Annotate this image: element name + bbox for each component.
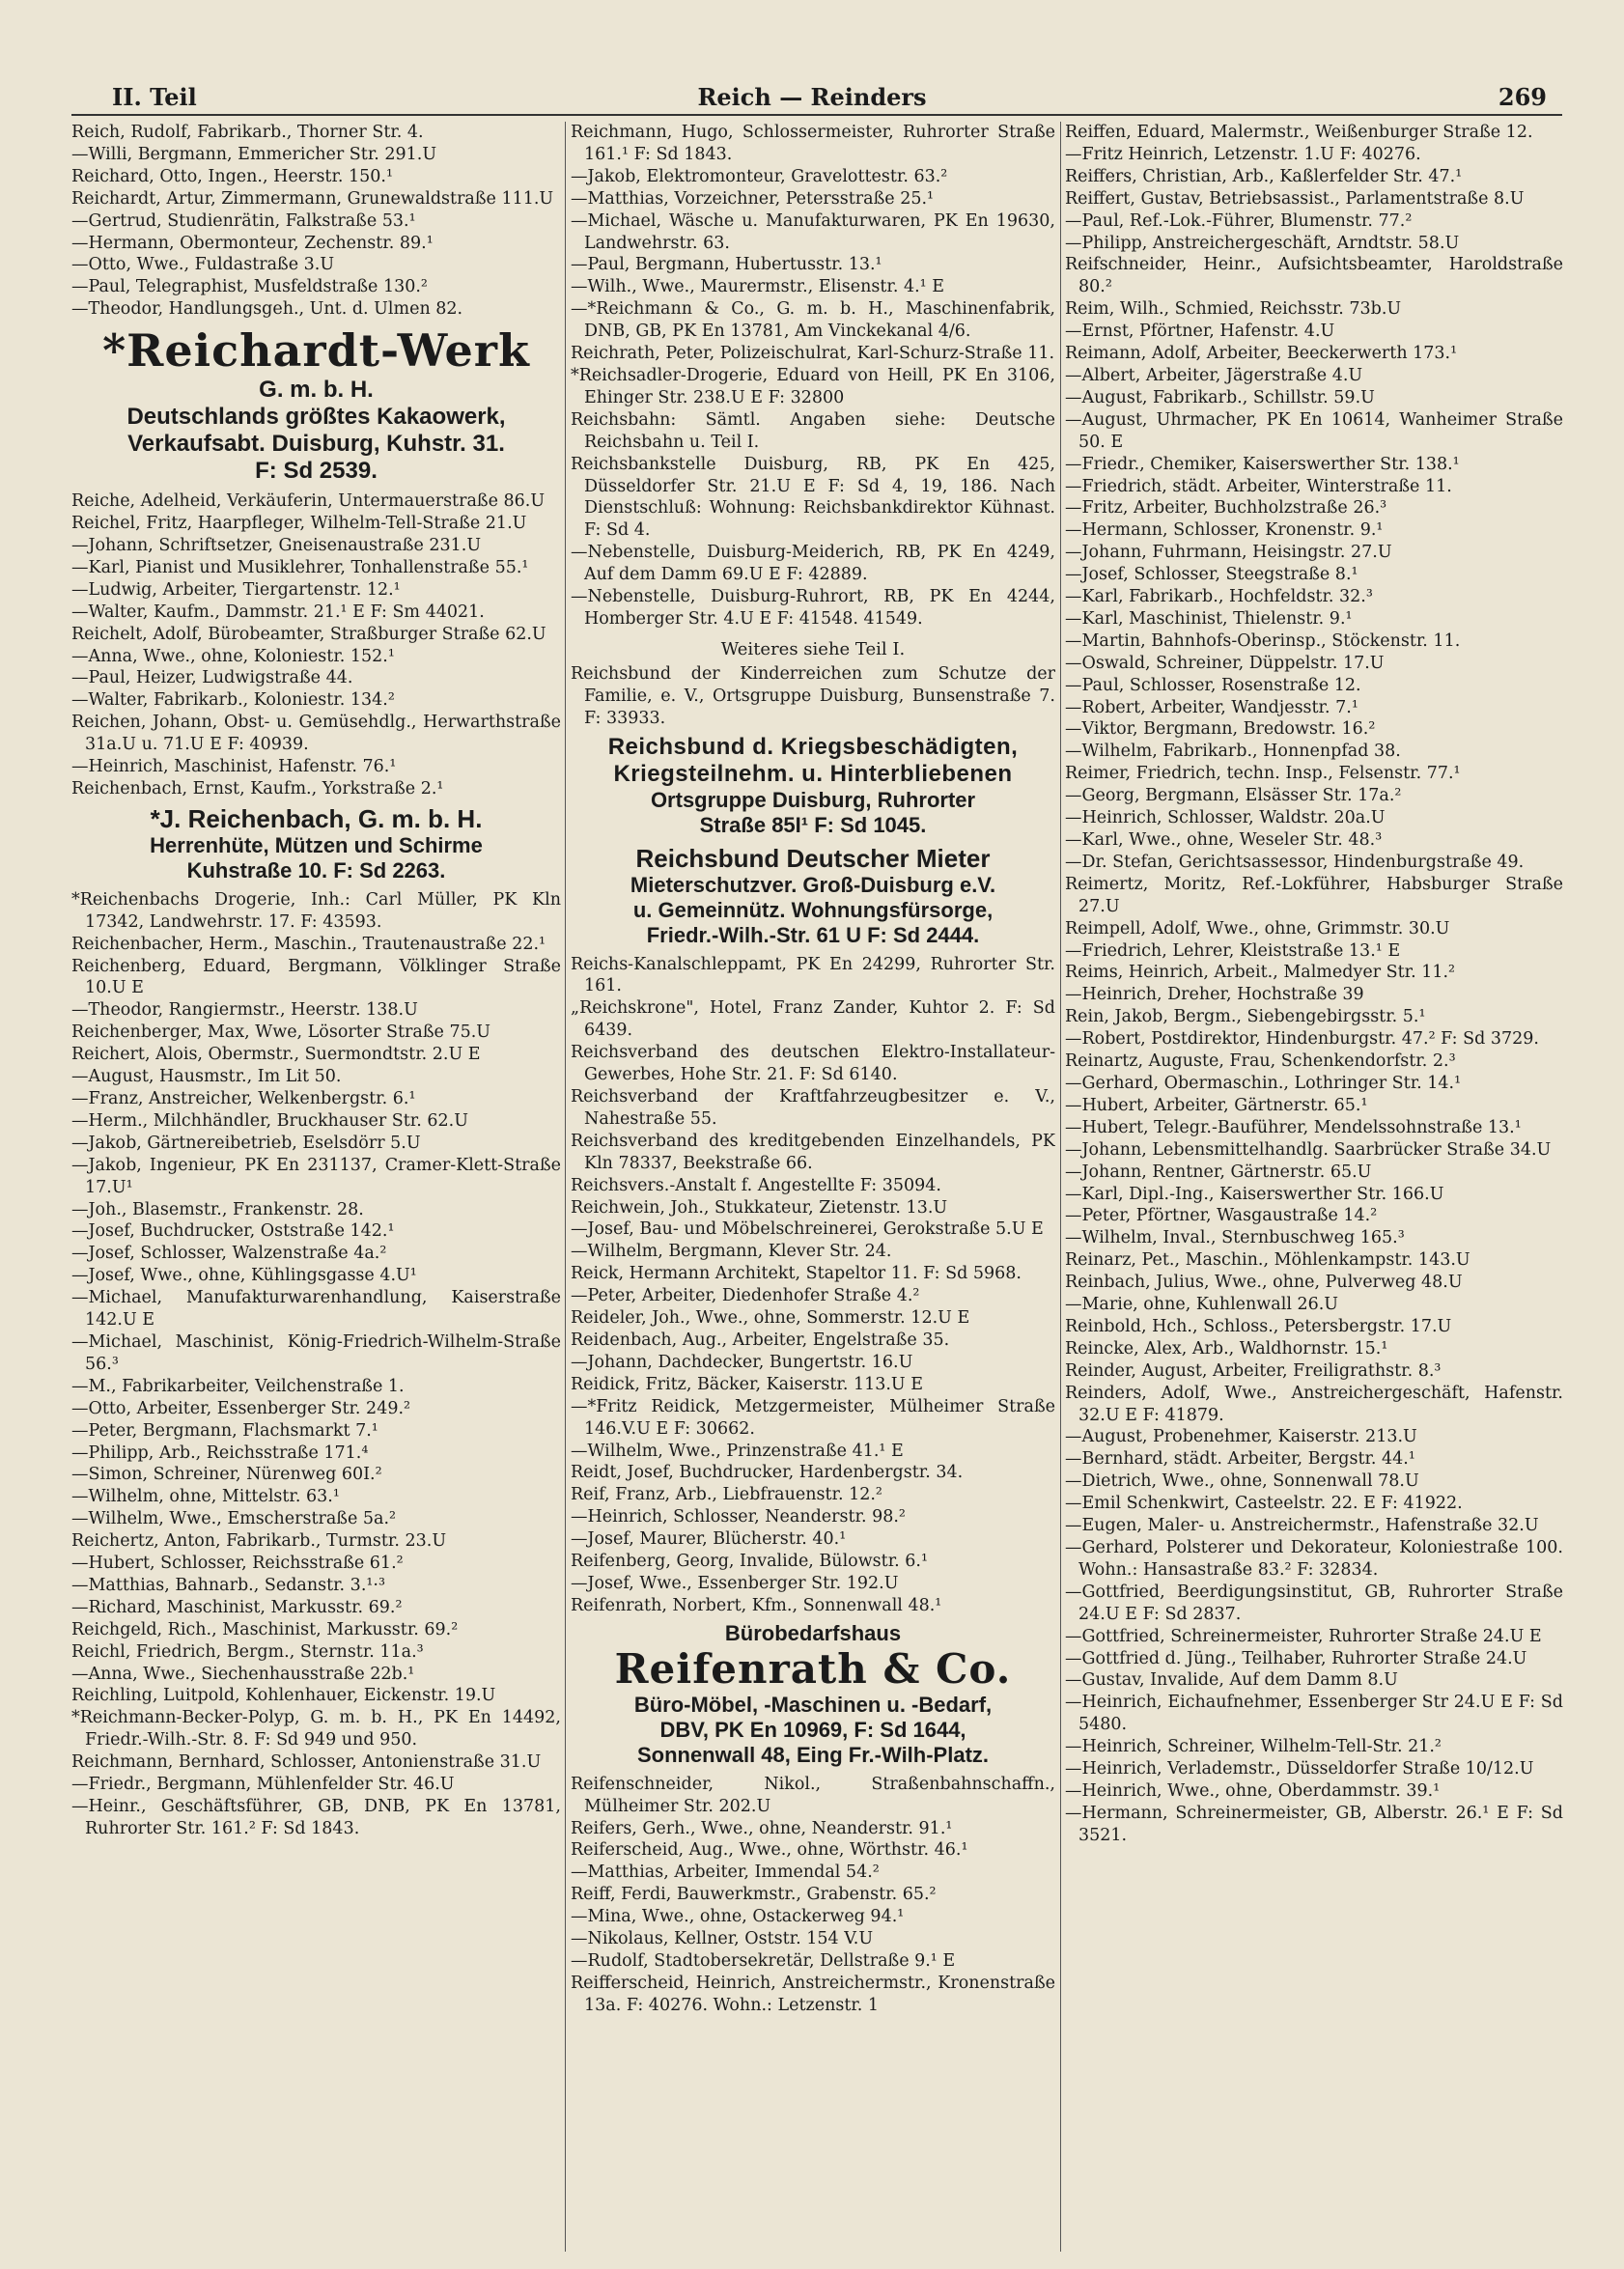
directory-entry: —Ludwig, Arbeiter, Tiergartenstr. 12.¹ <box>71 579 401 600</box>
column-2 <box>571 122 1055 2017</box>
directory-entry: Reidick, Fritz, Bäcker, Kaiserstr. 113.U E <box>571 1374 924 1394</box>
page-section-label: II. Teil <box>112 83 197 111</box>
directory-entry: Reichertz, Anton, Fabrikarb., Turmstr. 23.U <box>71 1531 447 1552</box>
column-3 <box>1065 122 1563 1847</box>
directory-entry: Reims, Heinrich, Arbeit., Malmedyer Str. 11.² <box>1065 963 1456 983</box>
directory-entry: —Otto, Wwe., Fuldastraße 3.U <box>71 255 335 275</box>
directory-entry: —Robert, Postdirektor, Hindenburgstr. 47.² F: Sd 3729. <box>1065 1029 1539 1050</box>
directory-entry: Reinartz, Auguste, Frau, Schenkendorfstr. 2.³ <box>1065 1051 1456 1072</box>
ad-title: Reichsbund d. Kriegsbeschädigten, <box>607 733 1019 760</box>
directory-entry: —Theodor, Rangiermstr., Heerstr. 138.U <box>71 1000 418 1021</box>
directory-entry: —August, Uhrmacher, PK En 10614, Wanheimer Straße 50. E <box>1065 409 1563 452</box>
ad-line: DBV, PK En 10969, F: Sd 1644, <box>659 1717 966 1742</box>
directory-entry: —Hermann, Obermonteur, Zechenstr. 89.¹ <box>71 233 434 253</box>
ad-line: Mieterschutzver. Groß-Duisburg e.V. <box>630 872 996 897</box>
directory-entry: —Gerhard, Obermaschin., Lothringer Str. 14.¹ <box>1065 1073 1462 1093</box>
directory-entry: —Paul, Bergmann, Hubertusstr. 13.¹ <box>571 255 882 275</box>
directory-entry: Reifenrath, Norbert, Kfm., Sonnenwall 48.¹ <box>571 1595 942 1615</box>
directory-entry: —Theodor, Handlungsgeh., Unt. d. Ulmen 82. <box>71 299 463 320</box>
ad-line: Friedr.-Wilh.-Str. 61 U F: Sd 2444. <box>646 922 980 947</box>
directory-entry: —Gertrud, Studienrätin, Falkstraße 53.¹ <box>71 210 416 231</box>
directory-entry: —Otto, Arbeiter, Essenberger Str. 249.² <box>71 1398 411 1418</box>
directory-entry: Reichard, Otto, Ingen., Heerstr. 150.¹ <box>71 166 394 186</box>
directory-entry: —Peter, Arbeiter, Diedenhofer Straße 4.² <box>571 1286 920 1306</box>
ad-title: *Reichardt-Werk <box>102 324 530 378</box>
directory-entry: —Ernst, Pförtner, Hafenstr. 4.U <box>1065 322 1335 342</box>
directory-entry: Reichsbankstelle Duisburg, RB, PK En 425, Düsseldorfer Str. 21.U E F: Sd 4, 19, 186. Nach Dienstschluß: Wohnung: Reichsbankdirektor Kühnast. F: Sd 4. <box>571 454 1055 541</box>
directory-entry: —Jakob, Elektromonteur, Gravelottestr. 63.² <box>571 166 948 186</box>
ad-line: Ortsgruppe Duisburg, Ruhrorter <box>650 787 976 812</box>
directory-entry: —Friedrich, städt. Arbeiter, Winterstraße 11. <box>1065 476 1452 496</box>
directory-entry: —Johann, Dachdecker, Bungertstr. 16.U <box>571 1352 913 1372</box>
directory-entry: —Martin, Bahnhofs-Oberinsp., Stöckenstr. 11. <box>1065 630 1461 651</box>
directory-entry: Reinbold, Hch., Schloss., Petersbergstr. 17.U <box>1065 1316 1452 1336</box>
directory-entry: —Richard, Maschinist, Markusstr. 69.² <box>71 1597 403 1617</box>
directory-entry: —August, Fabrikarb., Schillstr. 59.U <box>1065 387 1375 407</box>
ad-title: Reichsbund Deutscher Mieter <box>635 843 991 873</box>
directory-entry: —Paul, Heizer, Ludwigstraße 44. <box>71 668 353 688</box>
directory-entry: Reidt, Josef, Buchdrucker, Hardenbergstr. 34. <box>571 1463 964 1483</box>
directory-entry: Reichelt, Adolf, Bürobeamter, Straßburger Straße 62.U <box>71 624 546 644</box>
directory-entry: Reichel, Fritz, Haarpfleger, Wilhelm-Tell-Straße 21.U <box>71 514 527 534</box>
directory-entry: —Johann, Fuhrmann, Heisingstr. 27.U <box>1065 543 1392 563</box>
directory-entry: —Karl, Fabrikarb., Hochfeldstr. 32.³ <box>1065 587 1373 607</box>
directory-entry: —Emil Schenkwirt, Casteelstr. 22. E F: 41922. <box>1065 1494 1463 1514</box>
column-1 <box>71 122 561 1840</box>
directory-entry: —Michael, Maschinist, König-Friedrich-Wilhelm-Straße 56.³ <box>71 1331 561 1374</box>
directory-entry: —Fritz Heinrich, Letzenstr. 1.U F: 40276. <box>1065 144 1421 164</box>
directory-entry: —Karl, Pianist und Musiklehrer, Tonhallenstraße 55.¹ <box>71 557 529 577</box>
directory-entry: —Gerhard, Polsterer und Dekorateur, Koloniestraße 100. Wohn.: Hansastraße 83.² F: 32834. <box>1065 1538 1563 1580</box>
directory-entry: Reichenberg, Eduard, Bergmann, Völklinger Straße 10.U E <box>71 956 561 998</box>
directory-entry: —Willi, Bergmann, Emmericher Str. 291.U <box>71 144 437 164</box>
directory-entry: Reiche, Adelheid, Verkäuferin, Untermauerstraße 86.U <box>71 491 546 512</box>
directory-entry: —Josef, Schlosser, Steegstraße 8.¹ <box>1065 565 1358 585</box>
directory-entry: *Reichsadler-Drogerie, Eduard von Heill, PK En 3106, Ehinger Str. 238.U E F: 32800 <box>571 365 1055 407</box>
ad-line: Bürobedarfshaus <box>724 1620 902 1645</box>
ad-line: Kuhstraße 10. F: Sd 2263. <box>186 857 446 882</box>
directory-entry: —Karl, Wwe., ohne, Weseler Str. 48.³ <box>1065 830 1383 850</box>
directory-entry: —Philipp, Arb., Reichsstraße 171.⁴ <box>71 1443 369 1463</box>
directory-entry: —Paul, Telegraphist, Musfeldstraße 130.² <box>71 277 428 297</box>
directory-entry: —M., Fabrikarbeiter, Veilchenstraße 1. <box>71 1376 405 1396</box>
directory-entry: —Heinrich, Schlosser, Neanderstr. 98.² <box>571 1507 906 1527</box>
directory-entry: —Heinrich, Wwe., ohne, Oberdammstr. 39.¹ <box>1065 1780 1441 1801</box>
directory-entry: —Dietrich, Wwe., ohne, Sonnenwall 78.U <box>1065 1471 1419 1492</box>
ad-title: Reifenrath & Co. <box>614 1644 1012 1693</box>
directory-entry: —Fritz, Arbeiter, Buchholzstraße 26.³ <box>1065 498 1387 518</box>
running-title: Reich — Reinders <box>697 83 927 111</box>
directory-entry: —Jakob, Gärtnereibetrieb, Eselsdörr 5.U <box>71 1133 421 1153</box>
directory-entry: —Hubert, Schlosser, Reichsstraße 61.² <box>71 1554 404 1574</box>
directory-entry: —Wilh., Wwe., Maurermstr., Elisenstr. 4.¹ E <box>571 277 944 297</box>
ad-reichsbund-kriegsbeschaedigte <box>571 734 1055 838</box>
ad-title: Kriegsteilnehm. u. Hinterbliebenen <box>613 760 1013 787</box>
directory-entry: Reichl, Friedrich, Bergm., Sternstr. 11a.³ <box>71 1641 424 1662</box>
directory-entry: —*Fritz Reidick, Metzgermeister, Mülheimer Straße 146.V.U E F: 30662. <box>571 1396 1055 1439</box>
directory-entry: Reidenbach, Aug., Arbeiter, Engelstraße 35. <box>571 1330 950 1350</box>
ad-line: Büro-Möbel, -Maschinen u. -Bedarf, <box>633 1692 993 1717</box>
directory-entry: —*Reichmann & Co., G. m. b. H., Maschinenfabrik, DNB, GB, PK En 13781, Am Vinckekanal 4/6. <box>571 299 1055 342</box>
directory-entry: Reinarz, Pet., Maschin., Möhlenkampstr. 143.U <box>1065 1250 1470 1271</box>
directory-entry: —Anna, Wwe., Siechenhausstraße 22b.¹ <box>71 1664 415 1684</box>
directory-entry: —Heinrich, Schlosser, Waldstr. 20a.U <box>1065 808 1386 828</box>
directory-entry: Reiffen, Eduard, Malermstr., Weißenburger Straße 12. <box>1065 123 1533 142</box>
directory-entry: —Wilhelm, Wwe., Prinzenstraße 41.¹ E <box>571 1441 904 1461</box>
directory-entry: —Philipp, Anstreichergeschäft, Arndtstr. 58.U <box>1065 233 1460 253</box>
directory-entry: Reichsbahn: Sämtl. Angaben siehe: Deutsche Reichsbahn u. Teil I. <box>571 409 1055 452</box>
directory-entry: —Herm., Milchhändler, Bruckhauser Str. 62.U <box>71 1110 468 1131</box>
directory-entry: Reichsvers.-Anstalt f. Angestellte F: 35094. <box>571 1175 941 1195</box>
directory-entry: —Franz, Anstreicher, Welkenbergstr. 6.¹ <box>71 1089 416 1108</box>
directory-entry: Reifers, Gerh., Wwe., ohne, Neanderstr. 91.¹ <box>571 1818 953 1838</box>
ad-line: Deutschlands größtes Kakaowerk, <box>126 404 506 431</box>
directory-entry: Reiffert, Gustav, Betriebsassist., Parlamentstraße 8.U <box>1065 188 1525 209</box>
directory-entry: —Josef, Wwe., Essenberger Str. 192.U <box>571 1573 899 1593</box>
directory-entry: —August, Hausmstr., Im Lit 50. <box>71 1067 342 1087</box>
directory-entry: —Anna, Wwe., ohne, Koloniestr. 152.¹ <box>71 646 395 666</box>
directory-entry: —Gottfried d. Jüng., Teilhaber, Ruhrorter Straße 24.U <box>1065 1648 1527 1668</box>
directory-entry: —Heinrich, Schreiner, Wilhelm-Tell-Str. 21.² <box>1065 1737 1442 1757</box>
directory-entry: —Nikolaus, Kellner, Oststr. 154 V.U <box>571 1929 874 1949</box>
directory-entry: Reif, Franz, Arb., Liebfrauenstr. 12.² <box>571 1485 882 1505</box>
directory-entry: —Michael, Wäsche u. Manufakturwaren, PK En 19630, Landwehrstr. 63. <box>571 210 1055 253</box>
directory-entry: —Gottfried, Beerdigungsinstitut, GB, Ruhrorter Straße 24.U E F: Sd 2837. <box>1065 1582 1563 1624</box>
directory-entry: —Walter, Kaufm., Dammstr. 21.¹ E F: Sm 44021. <box>71 602 485 622</box>
directory-entry: —Nebenstelle, Duisburg-Ruhrort, RB, PK En 4244, Homberger Str. 4.U E F: 41548. 41549. <box>571 587 1055 629</box>
ad-line: Sonnenwall 48, Eing Fr.-Wilh-Platz. <box>636 1742 990 1767</box>
directory-entry: Reichgeld, Rich., Maschinist, Markusstr. 69.² <box>71 1619 459 1639</box>
directory-entry: —Josef, Wwe., ohne, Kühlingsgasse 4.U¹ <box>71 1266 417 1286</box>
directory-entry: —Nebenstelle, Duisburg-Meiderich, RB, PK En 4249, Auf dem Damm 69.U E F: 42889. <box>571 543 1055 585</box>
directory-entry: Reichsverband des deutschen Elektro-Installateur-Gewerbes, Hohe Str. 21. F: Sd 6140. <box>571 1043 1055 1085</box>
directory-entry: —Peter, Pförtner, Wasgaustraße 14.² <box>1065 1206 1378 1226</box>
directory-entry: Reifenberg, Georg, Invalide, Bülowstr. 6.¹ <box>571 1552 928 1572</box>
directory-entry: —Jakob, Ingenieur, PK En 231137, Cramer-Klett-Straße 17.U¹ <box>71 1155 561 1197</box>
ad-line: Herrenhüte, Mützen und Schirme <box>150 832 483 857</box>
directory-entry: —Matthias, Bahnarb., Sedanstr. 3.¹·³ <box>71 1575 385 1595</box>
directory-entry: Reiferscheid, Aug., Wwe., ohne, Wörthstr. 46.¹ <box>571 1840 968 1861</box>
directory-entry: —Wilhelm, Fabrikarb., Honnenpfad 38. <box>1065 742 1401 762</box>
directory-entry: Reichert, Alois, Obermstr., Suermondtstr. 2.U E <box>71 1045 481 1065</box>
directory-entry: —Peter, Bergmann, Flachsmarkt 7.¹ <box>71 1420 378 1441</box>
directory-entry: Reiff, Ferdi, Bauwerkmstr., Grabenstr. 65.² <box>571 1885 937 1905</box>
directory-entry: Reichsverband der Kraftfahrzeugbesitzer e. V., Nahestraße 55. <box>571 1087 1055 1129</box>
directory-entry: —Marie, ohne, Kuhlenwall 26.U <box>1065 1295 1339 1315</box>
ad-title: *J. Reichenbach, G. m. b. H. <box>150 803 483 833</box>
directory-entry: Reimpell, Adolf, Wwe., ohne, Grimmstr. 30.U <box>1065 918 1450 938</box>
directory-entry: Reich, Rudolf, Fabrikarb., Thorner Str. 4. <box>71 123 424 142</box>
directory-entry: Reimer, Friedrich, techn. Insp., Felsenstr. 77.¹ <box>1065 764 1461 784</box>
directory-entry: —Friedrich, Lehrer, Kleiststraße 13.¹ E <box>1065 940 1401 961</box>
directory-entry: —Mina, Wwe., ohne, Ostackerweg 94.¹ <box>571 1907 905 1927</box>
directory-entry: Reichardt, Artur, Zimmermann, Grunewaldstraße 111.U <box>71 188 554 209</box>
directory-entry: —Heinr., Geschäftsführer, GB, DNB, PK En 13781, Ruhrorter Str. 161.² F: Sd 1843. <box>71 1797 561 1838</box>
directory-entry: —Wilhelm, Bergmann, Klever Str. 24. <box>571 1242 892 1262</box>
directory-entry: —Johann, Rentner, Gärtnerstr. 65.U <box>1065 1162 1372 1182</box>
directory-entry: —Hermann, Schlosser, Kronenstr. 9.¹ <box>1065 520 1384 541</box>
directory-entry: —Eugen, Maler- u. Anstreichermstr., Hafenstraße 32.U <box>1065 1516 1539 1536</box>
directory-entry: Reimann, Adolf, Arbeiter, Beeckerwerth 173.¹ <box>1065 344 1458 364</box>
directory-entry: Reichenbacher, Herm., Maschin., Trautenaustraße 22.¹ <box>71 934 546 954</box>
directory-entry: —Simon, Schreiner, Nürenweg 60I.² <box>71 1465 382 1485</box>
directory-entry: Reiffers, Christian, Arb., Kaßlerfelder Str. 47.¹ <box>1065 166 1463 186</box>
directory-entry: Reinders, Adolf, Wwe., Anstreichergeschäft, Hafenstr. 32.U E F: 41879. <box>1065 1383 1563 1425</box>
see-also-note: Weiteres siehe Teil I. <box>720 638 906 659</box>
directory-entry: Reichsverband des kreditgebenden Einzelhandels, PK Kln 78337, Beekstraße 66. <box>571 1131 1055 1173</box>
directory-entry: *Reichenbachs Drogerie, Inh.: Carl Müller, PK Kln 17342, Landwehrstr. 17. F: 43593. <box>71 889 561 932</box>
directory-entry: —Heinrich, Verlademstr., Düsseldorfer Straße 10/12.U <box>1065 1759 1534 1779</box>
directory-entry: Reinbach, Julius, Wwe., ohne, Pulverweg 48.U <box>1065 1273 1463 1293</box>
directory-entry: —Wilhelm, Inval., Sternbuschweg 165.³ <box>1065 1228 1405 1248</box>
directory-entry: Reichrath, Peter, Polizeischulrat, Karl-Schurz-Straße 11. <box>571 344 1055 364</box>
directory-entry: —Dr. Stefan, Gerichtsassessor, Hindenburgstraße 49. <box>1065 852 1525 872</box>
directory-entry: Reifenschneider, Nikol., Straßenbahnschaffn., Mülheimer Str. 202.U <box>571 1774 1055 1816</box>
directory-entry: —Walter, Fabrikarb., Koloniestr. 134.² <box>71 690 395 711</box>
directory-entry: —Wilhelm, ohne, Mittelstr. 63.¹ <box>71 1487 340 1507</box>
directory-entry: —Rudolf, Stadtobersekretär, Dellstraße 9.¹ E <box>571 1951 956 1971</box>
directory-entry: Reideler, Joh., Wwe., ohne, Sommerstr. 12.U E <box>571 1308 970 1329</box>
directory-entry: —Josef, Buchdrucker, Oststraße 142.¹ <box>71 1221 395 1242</box>
directory-entry: —Hubert, Arbeiter, Gärtnerstr. 65.¹ <box>1065 1095 1368 1115</box>
page-number: 269 <box>1498 83 1547 111</box>
directory-entry: —Josef, Schlosser, Walzenstraße 4a.² <box>71 1244 387 1264</box>
directory-entry: —Josef, Bau- und Möbelschreinerei, Gerokstraße 5.U E <box>571 1219 1044 1240</box>
ad-line: G. m. b. H. <box>259 377 374 404</box>
directory-entry: —Michael, Manufakturwarenhandlung, Kaiserstraße 142.U E <box>71 1288 561 1331</box>
directory-entry: —Matthias, Arbeiter, Immendal 54.² <box>571 1863 880 1883</box>
directory-entry: —Paul, Ref.-Lok.-Führer, Blumenstr. 77.² <box>1065 210 1413 231</box>
column-divider <box>565 122 566 2252</box>
ad-line: Straße 85I¹ F: Sd 1045. <box>699 812 927 837</box>
directory-entry: —Viktor, Bergmann, Bredowstr. 16.² <box>1065 719 1376 740</box>
directory-entry: —Bernhard, städt. Arbeiter, Bergstr. 44.¹ <box>1065 1449 1415 1470</box>
directory-entry: —Hubert, Telegr.-Bauführer, Mendelssohnstraße 13.¹ <box>1065 1117 1522 1137</box>
directory-entry: —Friedr., Chemiker, Kaiserswerther Str. 138.¹ <box>1065 454 1460 474</box>
directory-entry: —Johann, Lebensmittelhandlg. Saarbrücker Straße 34.U <box>1065 1139 1552 1160</box>
ad-line: F: Sd 2539. <box>255 458 378 485</box>
directory-entry: —Gustav, Invalide, Auf dem Damm 8.U <box>1065 1670 1398 1691</box>
ad-reichardt-werk <box>71 324 561 485</box>
directory-entry: —Joh., Blasemstr., Frankenstr. 28. <box>71 1199 364 1219</box>
directory-entry: Reichenbach, Ernst, Kaufm., Yorkstraße 2.¹ <box>71 778 444 798</box>
directory-entry: Reichmann, Hugo, Schlossermeister, Ruhrorter Straße 161.¹ F: Sd 1843. <box>571 123 1055 164</box>
ad-line: Verkaufsabt. Duisburg, Kuhstr. 31. <box>127 431 505 458</box>
directory-entry: —Paul, Schlosser, Rosenstraße 12. <box>1065 675 1361 695</box>
directory-entry: Reifschneider, Heinr., Aufsichtsbeamter, Haroldstraße 80.² <box>1065 255 1563 297</box>
directory-entry: —Karl, Dipl.-Ing., Kaiserswerther Str. 166.U <box>1065 1184 1444 1204</box>
directory-entry: —August, Probenehmer, Kaiserstr. 213.U <box>1065 1427 1417 1447</box>
directory-entry: Reim, Wilh., Schmied, Reichsstr. 73b.U <box>1065 299 1402 320</box>
directory-entry: —Gottfried, Schreinermeister, Ruhrorter Straße 24.U E <box>1065 1626 1542 1646</box>
directory-entry: —Karl, Maschinist, Thielenstr. 9.¹ <box>1065 608 1353 629</box>
ad-line: u. Gemeinnütz. Wohnungsfürsorge, <box>632 897 994 922</box>
directory-entry: Reimertz, Moritz, Ref.-Lokführer, Habsburger Straße 27.U <box>1065 874 1563 916</box>
directory-entry: —Wilhelm, Wwe., Emscherstraße 5a.² <box>71 1509 397 1529</box>
ad-reifenrath <box>571 1621 1055 1768</box>
column-divider <box>1060 122 1061 2252</box>
directory-entry: Reifferscheid, Heinrich, Anstreichermstr., Kronenstraße 13a. F: 40276. Wohn.: Letzenstr. 1 <box>571 1973 1055 2015</box>
directory-entry: —Heinrich, Maschinist, Hafenstr. 76.¹ <box>71 757 397 777</box>
ad-reichenbach <box>71 804 561 883</box>
directory-entry: —Robert, Arbeiter, Wandjesstr. 7.¹ <box>1065 697 1358 717</box>
directory-entry: Reinder, August, Arbeiter, Freiligrathstr. 8.³ <box>1065 1360 1442 1381</box>
directory-entry: Reichwein, Joh., Stukkateur, Zietenstr. 13.U <box>571 1197 948 1218</box>
directory-entry: „Reichskrone", Hotel, Franz Zander, Kuhtor 2. F: Sd 6439. <box>571 998 1055 1041</box>
directory-entry: Rein, Jakob, Bergm., Siebengebirgsstr. 5.¹ <box>1065 1007 1426 1027</box>
directory-entry: —Josef, Maurer, Blücherstr. 40.¹ <box>571 1529 847 1550</box>
directory-entry: —Friedr., Bergmann, Mühlenfelder Str. 46.U <box>71 1775 455 1795</box>
directory-entry: —Matthias, Vorzeichner, Petersstraße 25.¹ <box>571 188 935 209</box>
directory-entry: —Heinrich, Dreher, Hochstraße 39 <box>1065 985 1364 1005</box>
directory-entry: —Georg, Bergmann, Elsässer Str. 17a.² <box>1065 786 1402 806</box>
directory-entry: —Johann, Schriftsetzer, Gneisenaustraße 231.U <box>71 535 482 555</box>
directory-entry: Reichen, Johann, Obst- u. Gemüsehdlg., Herwarthstraße 31a.U u. 71.U E F: 40939. <box>71 713 561 755</box>
ad-reichsbund-mieter <box>571 844 1055 948</box>
directory-entry: —Heinrich, Eichaufnehmer, Essenberger Str 24.U E F: Sd 5480. <box>1065 1693 1563 1735</box>
directory-entry: Reichenberger, Max, Wwe, Lösorter Straße 75.U <box>71 1022 491 1043</box>
directory-entry: Reichmann, Bernhard, Schlosser, Antonienstraße 31.U <box>71 1752 542 1773</box>
header-rule <box>71 114 1562 116</box>
directory-entry: Reincke, Alex, Arb., Waldhornstr. 15.¹ <box>1065 1338 1388 1359</box>
directory-entry: Reichs-Kanalschleppamt, PK En 24299, Ruhrorter Str. 161. <box>571 954 1055 996</box>
directory-entry: —Hermann, Schreinermeister, GB, Alberstr. 26.¹ E F: Sd 3521. <box>1065 1803 1563 1845</box>
directory-entry: —Oswald, Schreiner, Düppelstr. 17.U <box>1065 653 1385 673</box>
directory-entry: —Albert, Arbeiter, Jägerstraße 4.U <box>1065 365 1363 385</box>
directory-entry: Reichsbund der Kinderreichen zum Schutze der Familie, e. V., Ortsgruppe Duisburg, Bunsenstraße 7. F: 33933. <box>571 663 1055 728</box>
directory-entry: *Reichmann-Becker-Polyp, G. m. b. H., PK En 14492, Friedr.-Wilh.-Str. 8. F: Sd 949 und 950. <box>71 1708 561 1751</box>
directory-entry: Reichling, Luitpold, Kohlenhauer, Eickenstr. 19.U <box>71 1686 496 1706</box>
directory-entry: Reick, Hermann Architekt, Stapeltor 11. F: Sd 5968. <box>571 1264 1022 1284</box>
